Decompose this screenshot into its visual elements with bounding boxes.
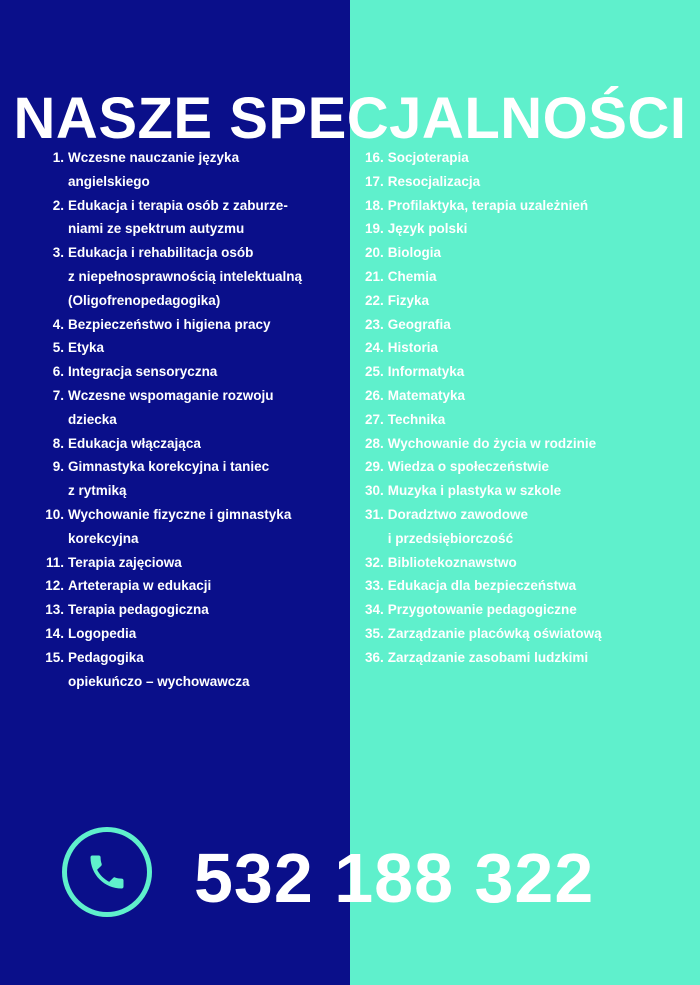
item-text: Matematyka: [387, 387, 466, 403]
list-item: [365, 265, 695, 289]
page-title: NASZE SPECJALNOŚCI: [13, 85, 687, 151]
list-item: [40, 384, 340, 432]
list-item: [40, 194, 340, 242]
item-number: 4.: [52, 316, 64, 332]
list-item: [40, 336, 340, 360]
item-text: Resocjalizacja: [387, 173, 481, 189]
specialties-list-left: [40, 146, 340, 693]
item-text: Pedagogika opiekuńczo – wychowawcza: [68, 649, 250, 689]
phone-number[interactable]: 532 188 322: [194, 839, 595, 917]
item-number: 11.: [45, 554, 64, 570]
item-number: 24.: [365, 340, 384, 356]
item-number: 2.: [52, 197, 64, 213]
item-text: Etyka: [68, 340, 105, 356]
list-item: [365, 646, 695, 670]
list-item: [40, 646, 340, 694]
item-text: Chemia: [387, 268, 437, 284]
item-text: Terapia pedagogiczna: [68, 602, 209, 618]
item-number: 1.: [52, 150, 64, 165]
item-number: 3.: [52, 245, 64, 261]
item-text: Muzyka i plastyka w szkole: [387, 483, 562, 499]
item-text: Doradztwo zawodowe i przedsiębiorczość: [387, 506, 529, 546]
phone-handset-glyph: [85, 850, 129, 894]
phone-icon[interactable]: [62, 827, 152, 917]
item-text: Arteterapia w edukacji: [68, 578, 212, 594]
item-number: 35.: [365, 625, 384, 641]
item-text: Wczesne wspomaganie rozwoju dziecka: [68, 387, 274, 427]
item-number: 33.: [365, 578, 384, 594]
item-text: Przygotowanie pedagogiczne: [387, 602, 577, 618]
list-item: [40, 432, 340, 456]
list-item: [365, 551, 695, 575]
item-number: 34.: [365, 602, 384, 618]
item-text: Fizyka: [387, 292, 430, 308]
item-number: 16.: [365, 150, 384, 165]
list-item: [365, 479, 695, 503]
item-number: 15.: [45, 649, 64, 665]
list-item: [365, 455, 695, 479]
item-text: Zarządzanie zasobami ludzkimi: [387, 649, 589, 665]
item-number: 19.: [365, 221, 384, 237]
item-text: Gimnastyka korekcyjna i taniec z rytmiką: [68, 459, 270, 499]
item-text: Zarządzanie placówką oświatową: [387, 625, 602, 641]
item-text: Profilaktyka, terapia uzależnień: [387, 197, 589, 213]
item-text: Historia: [387, 340, 439, 356]
item-text: Bibliotekoznawstwo: [387, 554, 517, 570]
item-number: 21.: [365, 268, 384, 284]
item-number: 28.: [365, 435, 384, 451]
item-number: 26.: [365, 387, 384, 403]
item-text: Logopedia: [68, 625, 137, 641]
item-number: 32.: [365, 554, 384, 570]
item-text: Wychowanie fizyczne i gimnastyka korekcyjna: [68, 506, 292, 546]
item-number: 20.: [365, 245, 384, 261]
item-text: Integracja sensoryczna: [68, 364, 218, 380]
list-item: [365, 289, 695, 313]
list-item: [40, 574, 340, 598]
item-text: Bezpieczeństwo i higiena pracy: [68, 316, 271, 332]
list-item: [365, 313, 695, 337]
list-item: [365, 574, 695, 598]
list-item: [365, 336, 695, 360]
list-item: [365, 432, 695, 456]
item-number: 9.: [52, 459, 64, 475]
item-text: Informatyka: [387, 364, 465, 380]
item-text: Socjoterapia: [387, 150, 469, 165]
item-number: 22.: [365, 292, 384, 308]
item-text: Geografia: [387, 316, 451, 332]
item-text: Terapia zajęciowa: [68, 554, 182, 570]
list-item: [365, 503, 695, 551]
list-item: [40, 241, 340, 312]
list-item: [365, 408, 695, 432]
item-number: 29.: [365, 459, 384, 475]
item-number: 12.: [45, 578, 64, 594]
list-item: [365, 194, 695, 218]
item-number: 5.: [52, 340, 64, 356]
item-number: 10.: [45, 506, 64, 522]
item-number: 17.: [365, 173, 384, 189]
item-number: 14.: [45, 625, 64, 641]
list-item: [365, 146, 695, 170]
item-text: Język polski: [387, 221, 468, 237]
list-item: [40, 455, 340, 503]
list-item: [365, 241, 695, 265]
item-number: 36.: [365, 649, 384, 665]
item-text: Edukacja dla bezpieczeństwa: [387, 578, 577, 594]
item-text: Biologia: [387, 245, 442, 261]
item-number: 30.: [365, 483, 384, 499]
item-text: Edukacja i rehabilitacja osób z niepełnosprawnością intelektualną (Oligofrenopedagogika): [68, 245, 303, 308]
item-text: Edukacja i terapia osób z zaburze- niami ze spektrum autyzmu: [68, 197, 288, 237]
list-item: [40, 313, 340, 337]
item-number: 23.: [365, 316, 384, 332]
item-number: 7.: [52, 387, 64, 403]
list-item: [40, 598, 340, 622]
list-item: [40, 146, 340, 194]
item-text: Technika: [387, 411, 446, 427]
list-item: [365, 360, 695, 384]
list-item: [365, 598, 695, 622]
item-number: 25.: [365, 364, 384, 380]
list-item: [365, 170, 695, 194]
item-number: 27.: [365, 411, 384, 427]
item-number: 31.: [365, 506, 384, 522]
list-item: [365, 622, 695, 646]
list-item: [40, 503, 340, 551]
list-item: [40, 551, 340, 575]
item-number: 18.: [365, 197, 384, 213]
specialties-list-right: [365, 146, 695, 670]
item-text: Edukacja włączająca: [68, 435, 201, 451]
item-text: Wczesne nauczanie języka angielskiego: [68, 150, 240, 189]
list-item: [365, 384, 695, 408]
item-number: 13.: [45, 602, 64, 618]
item-text: Wiedza o społeczeństwie: [387, 459, 549, 475]
item-text: Wychowanie do życia w rodzinie: [387, 435, 597, 451]
item-number: 8.: [52, 435, 64, 451]
list-item: [40, 622, 340, 646]
list-item: [365, 217, 695, 241]
item-number: 6.: [52, 364, 64, 380]
list-item: [40, 360, 340, 384]
